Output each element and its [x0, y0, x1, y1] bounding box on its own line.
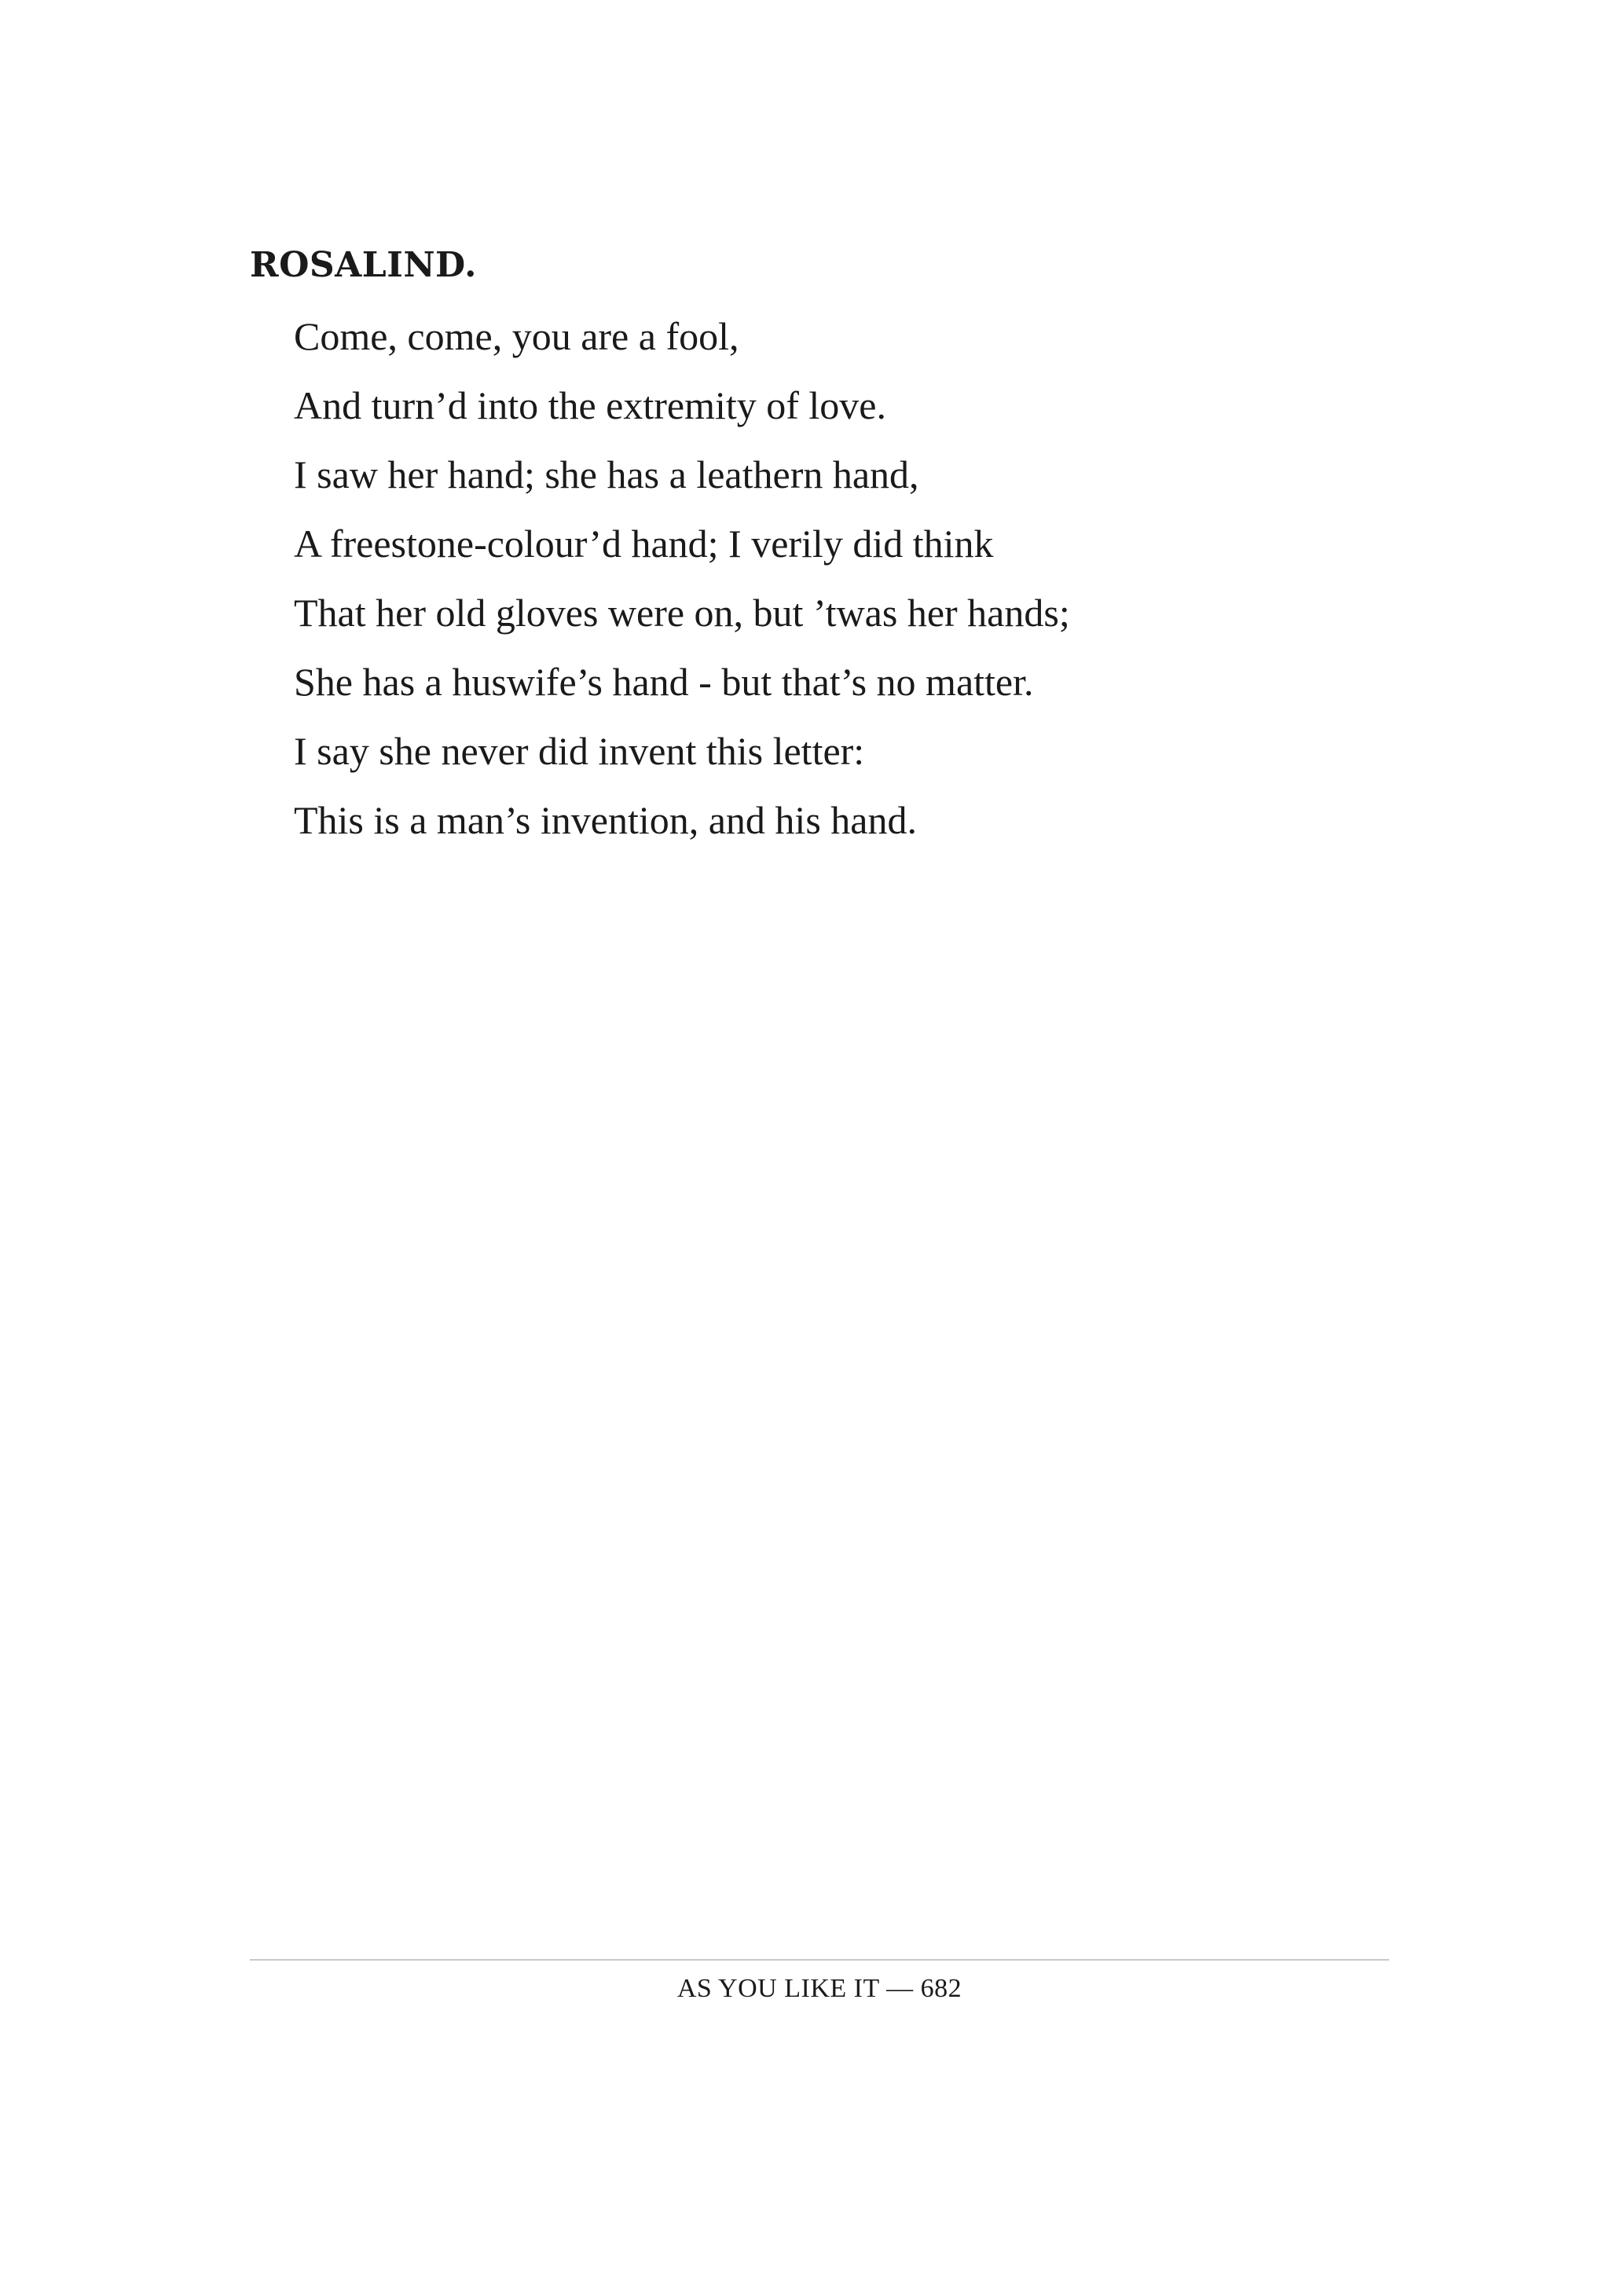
verse-line: Come, come, you are a fool, — [294, 314, 739, 358]
verse-line: This is a man’s invention, and his hand. — [294, 798, 917, 842]
verse-line: She has a huswife’s hand - but that’s no matter. — [294, 660, 1034, 704]
speaker-name: ROSALIND. — [250, 245, 477, 285]
verse-line: I saw her hand; she has a leathern hand, — [294, 452, 919, 496]
verse-line: I say she never did invent this letter: — [294, 729, 865, 773]
verse-block — [294, 308, 1070, 861]
verse-line: A freestone-colour’d hand; I verily did think — [294, 522, 994, 566]
footer-divider — [250, 1959, 1389, 1961]
verse-line: That her old gloves were on, but ’twas her hands; — [294, 591, 1070, 635]
running-footer: AS YOU LIKE IT — 682 — [676, 1974, 962, 2003]
verse-line: And turn’d into the extremity of love. — [294, 383, 887, 427]
